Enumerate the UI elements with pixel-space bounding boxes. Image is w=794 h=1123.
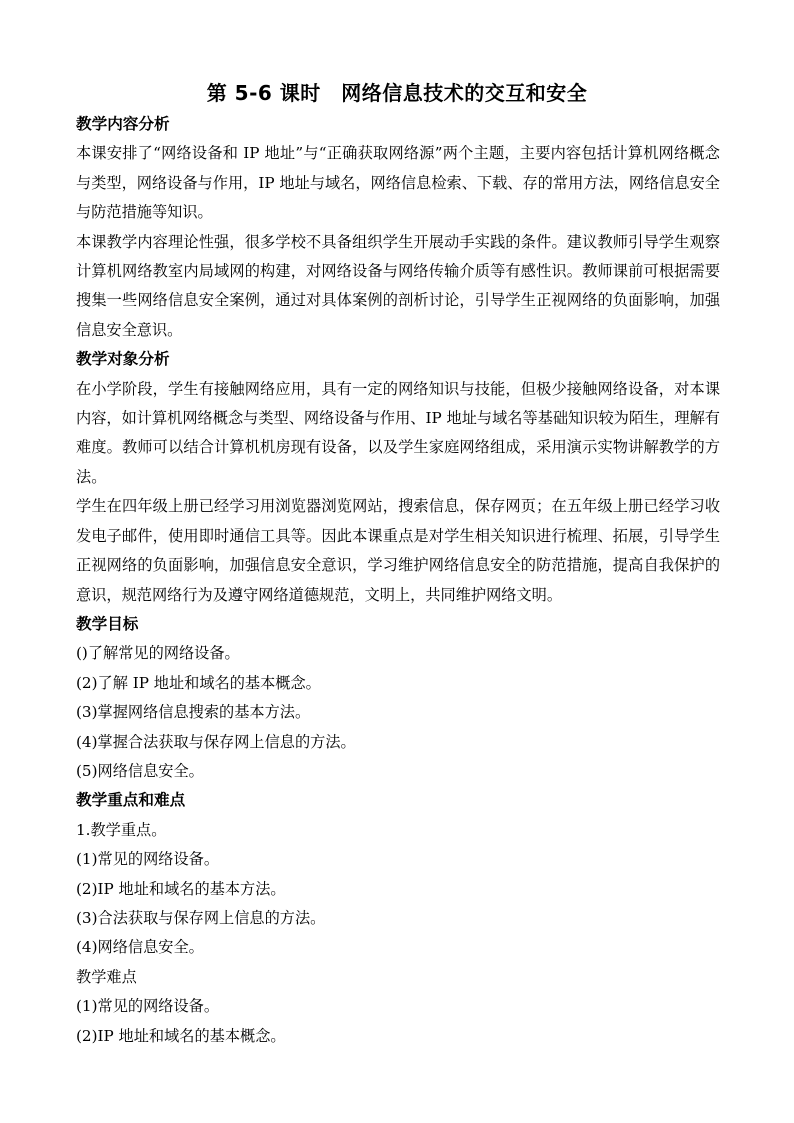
section-heading-object-analysis: 教学对象分析 [76,350,170,369]
list-item: ()了解常见的网络设备。 [76,644,240,663]
list-item: (4)掌握合法获取与保存网上信息的方法。 [76,732,356,751]
paragraph: 学生在四年级上册已经学习用浏览器浏览网站，搜索信息，保存网页；在五年级上册已经学习收发电子邮件，使用即时通信工具等。因此本课重点是对学生相关知识进行梳理、拓展，引导学生正视网络的负面影响，加强信息安全意识，学习维护网络信息安全的防范措施，提高自我保护的意识，规范网络行为及遵守网络道德规范，文明上，共同维护网络文明。 [76,497,720,604]
list-item: (2)IP 地址和域名的基本方法。 [76,879,286,898]
list-item: (2)IP 地址和域名的基本概念。 [76,1026,286,1045]
document-body [76,110,720,1051]
sub-heading-key-points: 1.教学重点。 [76,820,167,839]
list-item: (3)合法获取与保存网上信息的方法。 [76,908,326,927]
section-heading-content-analysis: 教学内容分析 [76,115,170,133]
list-item: (3)掌握网络信息搜索的基本方法。 [76,703,311,722]
paragraph: 本课教学内容理论性强，很多学校不具备组织学生开展动手实践的条件。建议教师引导学生观察计算机网络教室内局域网的构建，对网络设备与网络传输介质等有感性识。教师课前可根据需要搜集一些网络信息安全案例，通过对具体案例的剖析讨论，引导学生正视网络的负面影响，加强信息安全意识。 [76,232,720,339]
sub-heading-difficulties: 教学难点 [76,967,137,986]
list-item: (5)网络信息安全。 [76,761,204,780]
section-heading-key-points: 教学重点和难点 [76,791,186,810]
paragraph: 在小学阶段，学生有接触网络应用，具有一定的网络知识与技能，但极少接触网络设备，对本课内容，如计算机网络概念与类型、网络设备与作用、IP 地址与域名等基础知识较为陌生，理解有难度。教师可以结合计算机机房现有设备，以及学生家庭网络组成，采用演示实物讲解教学的方法。 [76,379,720,486]
section-heading-objectives: 教学目标 [76,614,139,633]
list-item: (1)常见的网络设备。 [76,850,220,869]
list-item: (4)网络信息安全。 [76,938,204,957]
list-item: (1)常见的网络设备。 [76,997,220,1016]
page-title: 第 5-6 课时 网络信息技术的交互和安全 [206,81,588,105]
list-item: (2)了解 IP 地址和域名的基本概念。 [76,673,321,692]
paragraph: 本课安排了“网络设备和 IP 地址”与“正确获取网络源”两个主题，主要内容包括计算机网络概念与类型，网络设备与作用，IP 地址与域名，网络信息检索、下载、存的常用方法，网络信息安全与防范措施等知识。 [76,144,720,222]
